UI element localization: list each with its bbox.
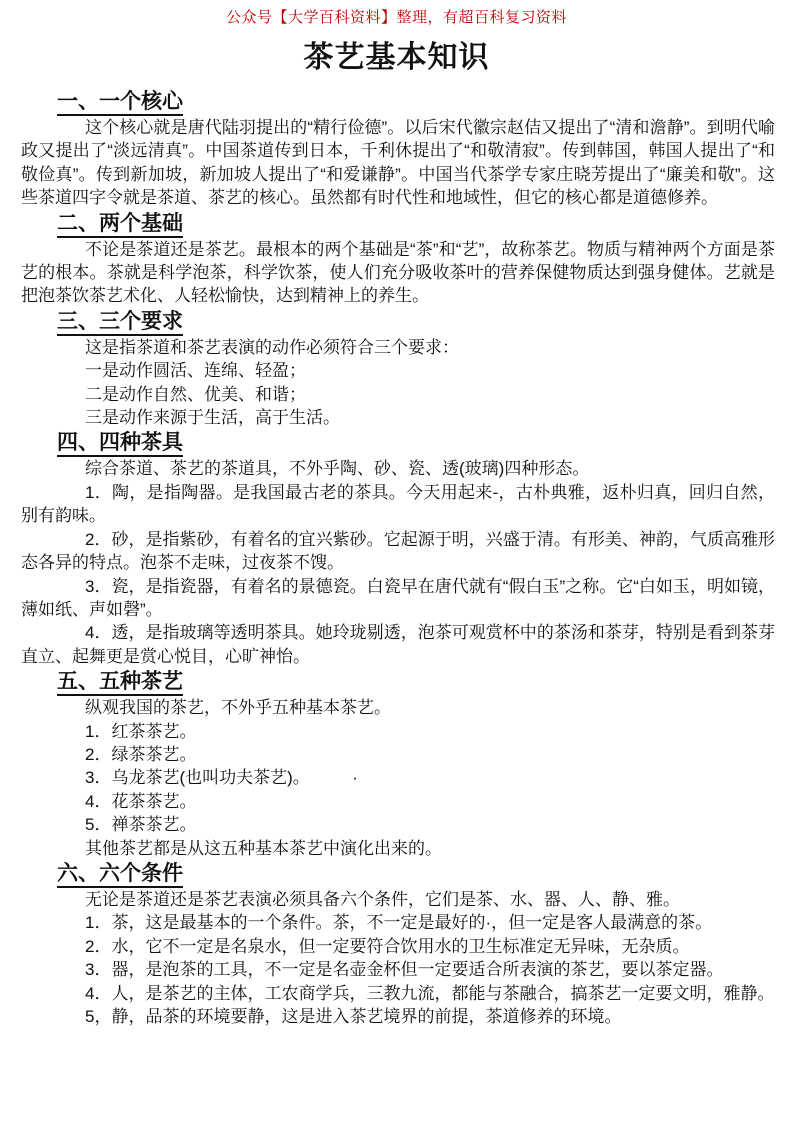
list-item: 5．禅茶茶艺。 xyxy=(85,815,197,835)
section-heading-text: 四、四种茶具 xyxy=(57,431,183,457)
section-one-core xyxy=(21,89,775,210)
document-body xyxy=(0,76,793,1028)
list-item: 3．瓷，是指瓷器，有着名的景德瓷。白瓷早在唐代就有“假白玉”之称。它“白如玉，明如镜，薄如纸、声如磬”。 xyxy=(21,576,775,619)
paragraph: 其他茶艺都是从这五种基本茶艺中演化出来的。 xyxy=(85,838,442,858)
paragraph: 不论是茶道还是茶艺。最根本的两个基础是“茶”和“艺”，故称茶艺。物质与精神两个方面是茶艺的根本。茶就是科学泡茶，科学饮茶，使人们充分吸收茶叶的营养保健物质达到强身健体。艺就是把泡茶饮茶艺术化、人轻松愉快，达到精神上的养生。 xyxy=(21,239,775,306)
list-item: 4．花茶茶艺。 xyxy=(85,791,197,811)
paragraph: 纵观我国的茶艺，不外乎五种基本茶艺。 xyxy=(85,698,391,718)
list-item: 4．透，是指玻璃等透明茶具。她玲珑剔透，泡茶可观赏杯中的茶汤和茶芽，特别是看到茶芽直立、起舞更是赏心悦目，心旷神怡。 xyxy=(21,623,775,666)
paragraph: 无论是茶道还是茶艺表演必须具备六个条件，它们是茶、水、器、人、静、雅。 xyxy=(85,889,680,909)
section-two-foundations xyxy=(21,211,775,308)
list-item: 1．茶，这是最基本的一个条件。茶，不一定是最好的·，但一定是客人最满意的茶。 xyxy=(85,913,713,933)
section-heading-text: 五、五种茶艺 xyxy=(57,670,183,696)
list-item: 5，静，品茶的环境要静，这是进入茶艺境界的前提，茶道修养的环境。 xyxy=(85,1007,622,1026)
section-heading-text: 一、一个核心 xyxy=(57,90,183,116)
section-heading-four-teaware xyxy=(57,430,775,455)
list-item: 1．红茶茶艺。 xyxy=(85,721,197,741)
section-four-teaware xyxy=(21,430,775,668)
section-heading-text: 六、六个条件 xyxy=(57,862,183,888)
list-item: 三是动作来源于生活，高于生活。 xyxy=(85,408,340,428)
list-item: 3．器，是泡茶的工具，不一定是名壶金杯但一定要适合所表演的茶艺，要以茶定器。 xyxy=(85,960,724,980)
section-heading-three-requirements xyxy=(57,309,775,334)
header-note: 公众号【大学百科资料】整理，有超百科复习资料 xyxy=(225,10,567,26)
paragraph: 这个核心就是唐代陆羽提出的“精行俭德”。以后宋代徽宗赵佶又提出了“清和澹静”。到明代喻政又提出了“淡远清真”。中国茶道传到日本，千利休提出了“和敬清寂”。传到韩国，韩国人提出了“和敬俭真”。传到新加坡，新加坡人提出了“和爱谦静”。中国当代茶学专家庄晓芳提出了“廉美和敬”。这些茶道四字令就是茶道、茶艺的核心。虽然都有时代性和地域性，但它的核心都是道德修养。 xyxy=(21,118,775,208)
list-item: 2．砂，是指紫砂，有着名的宜兴紫砂。它起源于明，兴盛于清。有形美、神韵，气质高雅形态各异的特点。泡茶不走味，过夜茶不馊。 xyxy=(21,529,775,573)
section-six-conditions xyxy=(21,861,775,1028)
list-item: 1．陶，是指陶器。是我国最古老的茶具。今天用起来-，古朴典雅，返朴归真，回归自然，别有韵味。 xyxy=(21,482,775,526)
section-heading-text: 二、两个基础 xyxy=(57,212,183,238)
paragraph: 这是指茶道和茶艺表演的动作必须符合三个要求： xyxy=(85,337,459,357)
list-item: 3．乌龙茶艺(也叫功夫茶艺)。 · xyxy=(85,768,358,788)
section-three-requirements xyxy=(21,309,775,430)
section-heading-five-tea-arts xyxy=(57,669,775,694)
section-heading-one-core xyxy=(57,89,775,114)
list-item: 一是动作圆活、连绵、轻盈； xyxy=(85,361,306,381)
section-heading-two-foundations xyxy=(57,211,775,236)
list-item: 2．水，它不一定是名泉水，但一定要符合饮用水的卫生标准定无异味，无杂质。 xyxy=(85,936,690,956)
list-item: 4．人，是茶艺的主体，工农商学兵，三教九流，都能与茶融合，搞茶艺一定要文明，雅静。 xyxy=(85,983,775,1003)
list-item: 二是动作自然、优美、和谐； xyxy=(85,384,306,404)
section-heading-text: 三、三个要求 xyxy=(57,310,183,336)
page-title: 茶艺基本知识 xyxy=(303,41,490,74)
section-heading-six-conditions xyxy=(57,861,775,886)
section-five-tea-arts xyxy=(21,669,775,860)
paragraph: 综合茶道、茶艺的茶道具，不外乎陶、砂、瓷、透(玻璃)四种形态。 xyxy=(85,459,590,479)
list-item: 2．绿茶茶艺。 xyxy=(85,744,197,764)
